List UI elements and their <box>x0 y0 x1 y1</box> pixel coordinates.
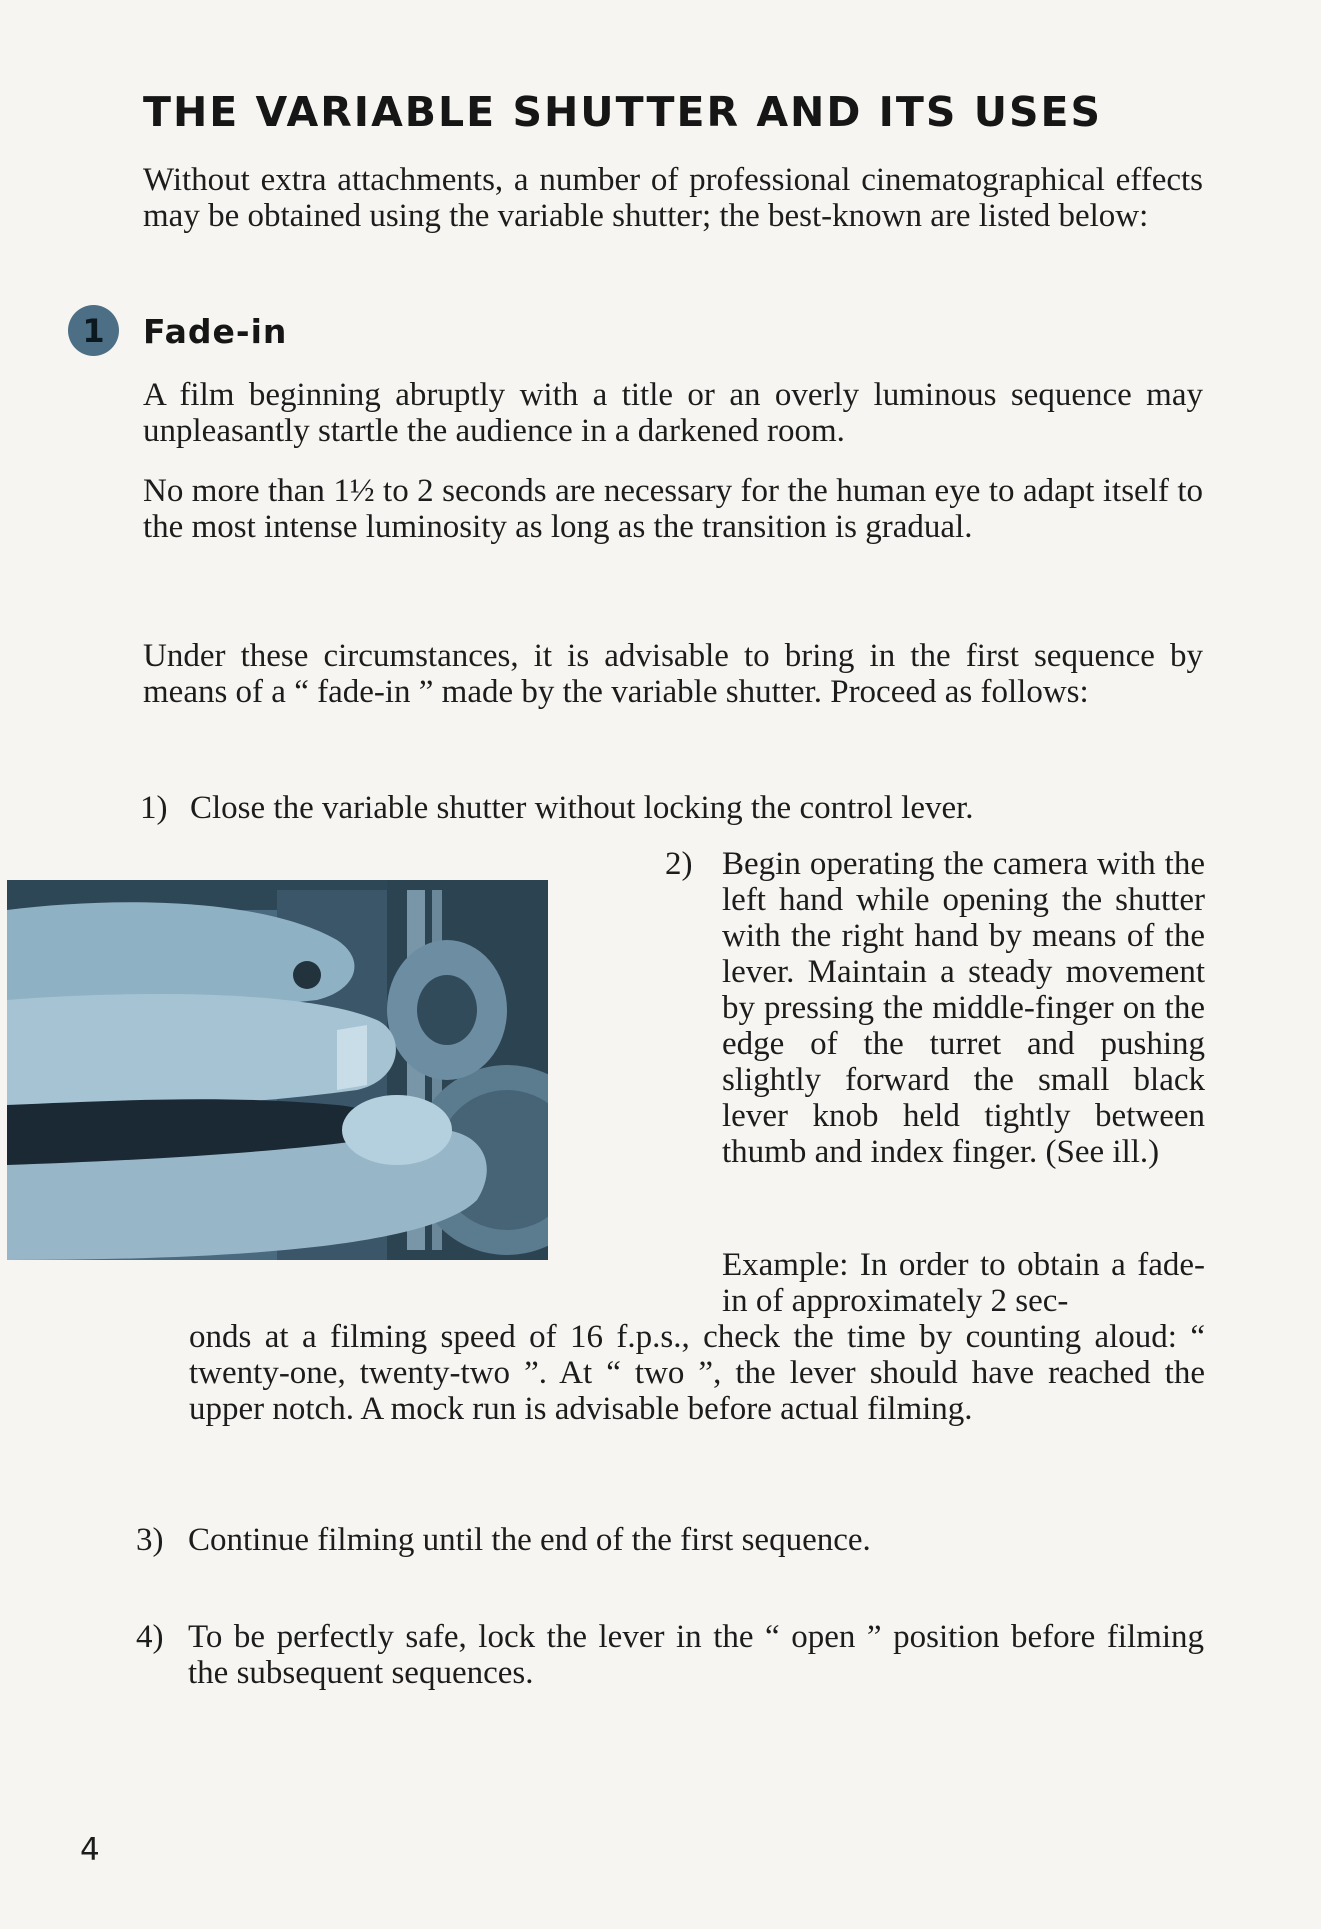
step-3-number: 3) <box>136 1522 164 1558</box>
camera-lever-photo <box>7 880 548 1260</box>
step-2-number: 2) <box>665 846 693 882</box>
step-4-text: To be perfectly safe, lock the lever in the “ open ” position before filming the subsequent sequences. <box>188 1619 1204 1691</box>
step-1-number: 1) <box>140 790 168 826</box>
example-text-part-2: onds at a filming speed of 16 f.p.s., check the time by counting aloud: “ twenty-one, twenty-two ”. At “ two ”, the lever should have reached the upper notch. A mock run is advisable before actual filming. <box>189 1319 1205 1427</box>
step-3-text: Continue filming until the end of the first sequence. <box>188 1522 871 1558</box>
section-title: Fade-in <box>143 312 288 351</box>
page-heading: THE VARIABLE SHUTTER AND ITS USES <box>143 88 1103 136</box>
paragraph-3: Under these circumstances, it is advisable to bring in the first sequence by means of a “ fade-in ” made by the variable shutter. Proceed as follows: <box>143 638 1203 710</box>
step-4-number: 4) <box>136 1619 164 1655</box>
page-number: 4 <box>80 1832 100 1868</box>
intro-paragraph: Without extra attachments, a number of professional cinematographical effects may be obtained using the variable shutter; the best-known are listed below: <box>143 162 1203 234</box>
paragraph-1: A film beginning abruptly with a title or an overly luminous sequence may unpleasantly startle the audience in a darkened room. <box>143 377 1203 449</box>
paragraph-2: No more than 1½ to 2 seconds are necessary for the human eye to adapt itself to the most intense luminosity as long as the transition is gradual. <box>143 473 1203 545</box>
example-text-part-1: Example: In order to obtain a fade-in of approximately 2 sec- <box>722 1247 1205 1319</box>
step-1-text: Close the variable shutter without locking the control lever. <box>190 790 974 826</box>
section-number-badge: 1 <box>68 305 119 356</box>
hand-operating-lever-illustration <box>7 880 548 1260</box>
step-2-text: Begin operating the camera with the left hand while opening the shutter with the right hand by means of the lever. Maintain a steady movement by pressing the middle-finger on the edge of the turret and pushing slightly forward the small black lever knob held tightly between thumb and index finger. (See ill.) <box>722 846 1205 1170</box>
